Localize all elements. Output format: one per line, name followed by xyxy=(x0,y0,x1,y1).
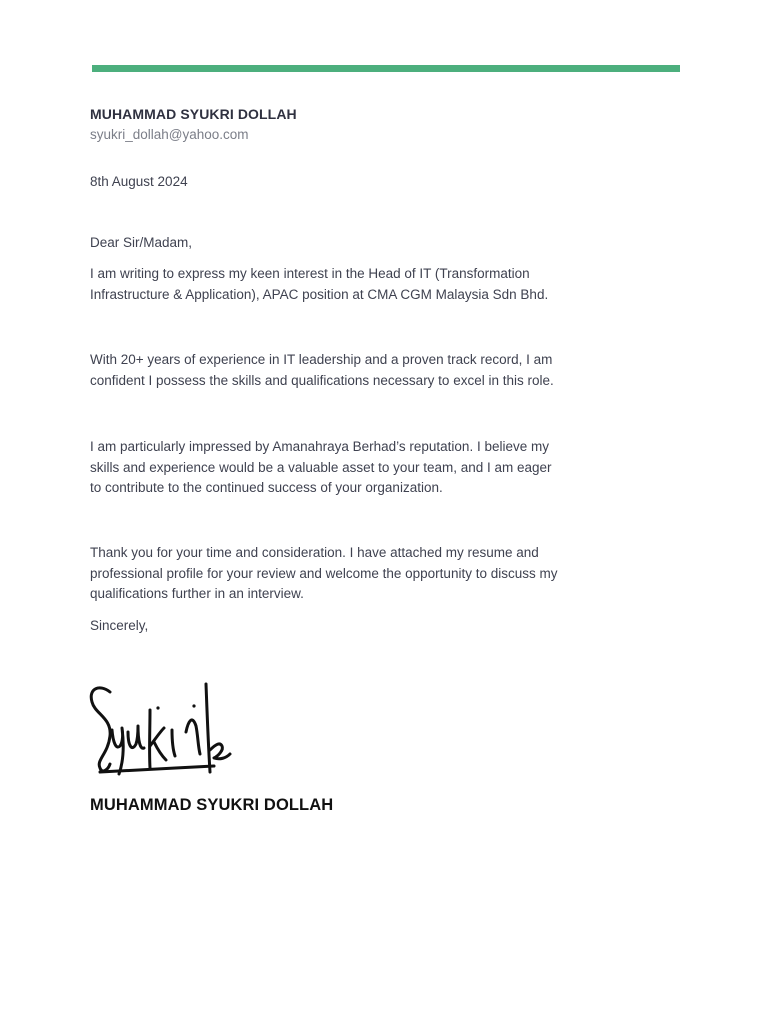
salutation: Dear Sir/Madam, xyxy=(90,235,193,250)
sender-email: syukri_dollah@yahoo.com xyxy=(90,127,249,142)
accent-bar xyxy=(92,65,680,72)
body-paragraph-2: With 20+ years of experience in IT leadership and a proven track record, I am confident I possess the skills and qualifications necessary to excel in this role. xyxy=(90,352,554,388)
body-paragraph-4: Thank you for your time and consideration. I have attached my resume and professional profile for your review and welcome the opportunity to discuss my qualifications further in an interview. xyxy=(90,545,558,601)
body-paragraph-1: I am writing to express my keen interest in the Head of IT (Transformation Infrastructure & Application), APAC position at CMA CGM Malaysia Sdn Bhd. xyxy=(90,266,549,302)
sender-name: MUHAMMAD SYUKRI DOLLAH xyxy=(90,106,297,122)
closing: Sincerely, xyxy=(90,618,149,633)
signature-image xyxy=(86,680,236,782)
letter-date: 8th August 2024 xyxy=(90,174,188,189)
body-paragraph-3: I am particularly impressed by Amanahraya Berhad’s reputation. I believe my skills and experience would be a valuable asset to your team, and I am eager to contribute to the continued success of your organization. xyxy=(90,439,552,495)
signer-name: MUHAMMAD SYUKRI DOLLAH xyxy=(90,796,334,814)
